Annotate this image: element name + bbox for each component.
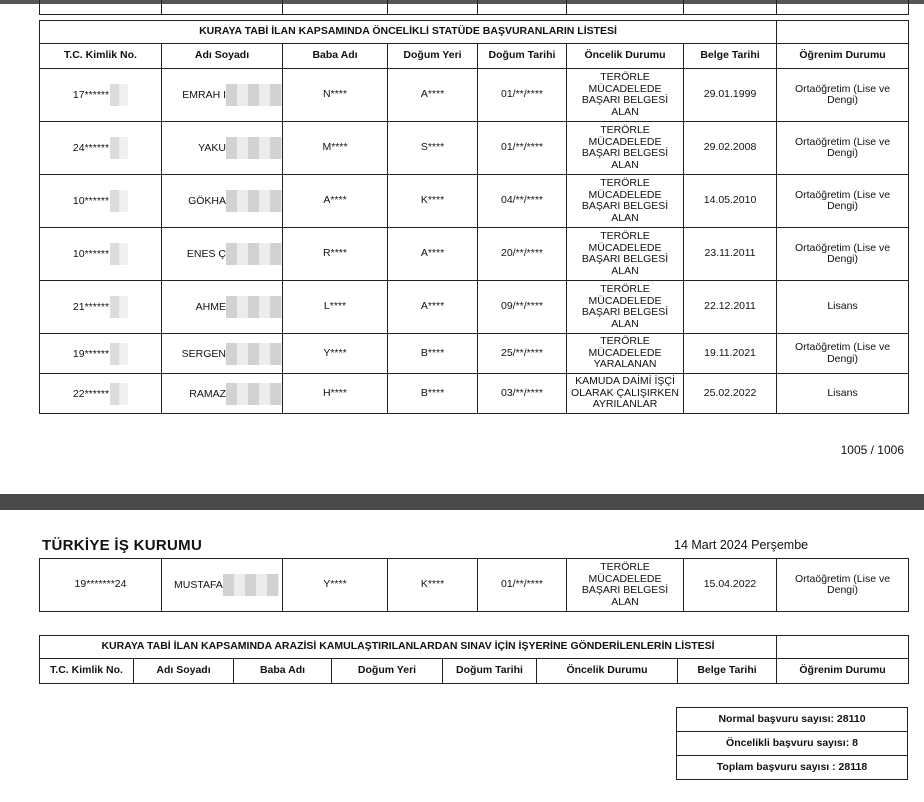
cell-education: Ortaöğretim (Lise ve Dengi) [777,559,909,612]
cell-birthdate: 04/**/**** [478,175,567,228]
cell-tc-text: 17****** [72,88,110,101]
cell-birthdate: 25/**/**** [478,334,567,374]
cell-name-text: ENES Ç [186,247,226,260]
table-title-row [40,636,909,659]
cell-father: R**** [283,228,388,281]
cell-tc [40,122,162,175]
redaction-blur [223,574,279,596]
cell-priority: TERÖRLE MÜCADELEDE BAŞARI BELGESİ ALAN [567,175,684,228]
cell-father: H**** [283,374,388,414]
cell-birthplace: A**** [388,228,478,281]
header-father: Baba Adı [234,659,332,684]
cell-priority: TERÖRLE MÜCADELEDE BAŞARI BELGESİ ALAN [567,122,684,175]
cell-priority: TERÖRLE MÜCADELEDE YARALANAN [567,334,684,374]
header-priority: Öncelik Durumu [537,659,678,684]
cell-name-text: SERGEN [181,347,226,360]
redaction-blur [110,343,128,365]
table-row [40,122,909,175]
cell-tc-text: 22****** [72,387,110,400]
redaction-blur [226,383,282,405]
cell-doc-date: 29.02.2008 [684,122,777,175]
priority-table-title: KURAYA TABİ İLAN KAPSAMINDA ÖNCELİKLİ STATÜDE BAŞVURANLARIN LİSTESİ [40,21,777,44]
cell-name-text: EMRAH I [182,88,226,101]
title-row-spacer [777,21,909,44]
cell-priority: TERÖRLE MÜCADELEDE BAŞARI BELGESİ ALAN [567,281,684,334]
cell-tc [40,69,162,122]
cell-tc [40,228,162,281]
priority-applicants-table [39,20,909,414]
header-education: Öğrenim Durumu [777,44,909,69]
cell-father: M**** [283,122,388,175]
redaction-blur [226,84,282,106]
redaction-blur [226,243,282,265]
title-row-spacer [777,636,909,659]
cell-education: Ortaöğretim (Lise ve Dengi) [777,122,909,175]
cell-education: Ortaöğretim (Lise ve Dengi) [777,69,909,122]
previous-table-tail [39,0,909,15]
header-row [40,44,909,69]
table-row [40,559,909,612]
cell-father: Y**** [283,334,388,374]
cell-doc-date: 14.05.2010 [684,175,777,228]
cell-tc [40,374,162,414]
cell-birthplace: K**** [388,175,478,228]
cell-name [162,122,283,175]
org-title: TÜRKİYE İŞ KURUMU [42,537,203,554]
cell-name-text: GÖKHA [188,194,226,207]
redaction-blur [110,296,128,318]
cell-name [162,281,283,334]
expropriation-table [39,635,909,684]
cell-doc-date: 29.01.1999 [684,69,777,122]
cell-priority: TERÖRLE MÜCADELEDE BAŞARI BELGESİ ALAN [567,559,684,612]
cell-father: Y**** [283,559,388,612]
cell-doc-date: 25.02.2022 [684,374,777,414]
header-priority: Öncelik Durumu [567,44,684,69]
cell-tc-text: 21****** [72,300,110,313]
summary-table [676,707,908,780]
cell-tc-text: 24****** [72,141,110,154]
continued-row-table [39,558,909,612]
expropriation-table-title: KURAYA TABİ İLAN KAPSAMINDA ARAZİSİ KAMULAŞTIRILANLARDAN SINAV İÇİN İŞYERİNE GÖNDERİLENLERİN LİSTESİ [40,636,777,659]
redaction-blur [226,296,282,318]
redaction-blur [110,383,128,405]
cell-father: A**** [283,175,388,228]
cell-education: Lisans [777,281,909,334]
cell-birthdate: 01/**/**** [478,69,567,122]
cell-birthplace: A**** [388,281,478,334]
page-number: 1005 / 1006 [840,443,904,457]
cell-doc-date: 15.04.2022 [684,559,777,612]
cell-birthdate: 01/**/**** [478,122,567,175]
cell-priority: KAMUDA DAİMİ İŞÇİ OLARAK ÇALIŞIRKEN AYRILANLAR [567,374,684,414]
header-education: Öğrenim Durumu [777,659,909,684]
cell-birthdate: 09/**/**** [478,281,567,334]
cell-tc: 19*******24 [40,559,162,612]
cell-birthdate: 20/**/**** [478,228,567,281]
cell-tc-text: 10****** [72,194,110,207]
cell-birthdate: 03/**/**** [478,374,567,414]
cell-doc-date: 22.12.2011 [684,281,777,334]
cell-birthplace: B**** [388,334,478,374]
cell-father: N**** [283,69,388,122]
cell-priority: TERÖRLE MÜCADELEDE BAŞARI BELGESİ ALAN [567,69,684,122]
cell-tc [40,175,162,228]
cell-name [162,334,283,374]
header-doc-date: Belge Tarihi [678,659,777,684]
header-birthplace: Doğum Yeri [332,659,443,684]
table-row [40,228,909,281]
table-row [40,334,909,374]
cell-education: Lisans [777,374,909,414]
cell-tc [40,281,162,334]
cell-name [162,175,283,228]
header-birthdate: Doğum Tarihi [478,44,567,69]
cell-name-text: RAMAZ [189,387,226,400]
header-name: Adı Soyadı [162,44,283,69]
cell-tc-text: 19****** [72,347,110,360]
cell-education: Ortaöğretim (Lise ve Dengi) [777,228,909,281]
cell-name [162,374,283,414]
cell-birthplace: S**** [388,122,478,175]
cell-name-text: MUSTAFA [174,578,223,591]
cell-name [162,559,283,612]
document-date: 14 Mart 2024 Perşembe [674,538,809,552]
header-doc-date: Belge Tarihi [684,44,777,69]
cell-name [162,69,283,122]
redaction-blur [226,343,282,365]
priority-table-body [40,69,909,414]
header-tc: T.C. Kimlik No. [40,659,134,684]
cell-birthplace: B**** [388,374,478,414]
redaction-blur [226,137,282,159]
cell-name-text: YAKU [198,141,226,154]
page-separator [0,494,924,510]
summary-priority: Öncelikli başvuru sayısı: 8 [677,732,908,756]
header-birthplace: Doğum Yeri [388,44,478,69]
cell-doc-date: 23.11.2011 [684,228,777,281]
summary-total: Toplam başvuru sayısı : 28118 [677,756,908,780]
cell-tc [40,334,162,374]
redaction-blur [110,190,128,212]
table-row [40,374,909,414]
cell-tc-text: 10****** [72,247,110,260]
cell-priority: TERÖRLE MÜCADELEDE BAŞARI BELGESİ ALAN [567,228,684,281]
header-birthdate: Doğum Tarihi [443,659,537,684]
table-row [40,69,909,122]
cell-education: Ortaöğretim (Lise ve Dengi) [777,175,909,228]
header-name: Adı Soyadı [134,659,234,684]
cell-father: L**** [283,281,388,334]
cell-birthplace: K**** [388,559,478,612]
redaction-blur [110,137,128,159]
cell-doc-date: 19.11.2021 [684,334,777,374]
header-tc: T.C. Kimlik No. [40,44,162,69]
table-title-row [40,21,909,44]
redaction-blur [110,243,128,265]
cell-birthplace: A**** [388,69,478,122]
redaction-blur [226,190,282,212]
redaction-blur [110,84,128,106]
header-father: Baba Adı [283,44,388,69]
cell-name-text: AHME [195,300,226,313]
table-row [40,175,909,228]
summary-normal: Normal başvuru sayısı: 28110 [677,708,908,732]
cell-name [162,228,283,281]
cell-education: Ortaöğretim (Lise ve Dengi) [777,334,909,374]
table-row [40,281,909,334]
header-row [40,659,909,684]
cell-birthdate: 01/**/**** [478,559,567,612]
